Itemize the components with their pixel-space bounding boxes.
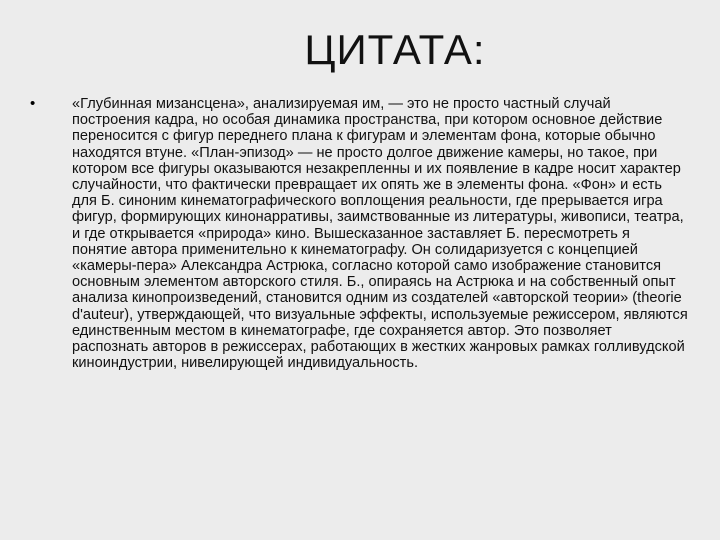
bullet-text: «Глубинная мизансцена», анализируемая им, — это не просто частный случай построения кадра, но особая динамика пространства, при котором основное действие переносится с фигур переднего плана к фигурам и элементам фона, которые обычно находятся втуне. «План-эпизод» — не просто долгое движение камеры, но такое, при котором все фигуры оказываются незакрепленны и их появление в кадре носит характер случайности, что фактически превращает их опять же в элементы фона. «Фон» и есть для Б. синоним кинематографического воплощения реальности, где прерывается игра фигур, формирующих кинонарративы, заимствованные из литературы, живописи, театра, и где открывается «природа» кино. Вышесказанное заставляет Б. пересмотреть я понятие автора применительно к кинематографу. Он солидаризуется с концепцией «камеры-пера» Александра Астрюка, согласно которой само изображение становится основным элементом авторского стиля. Б., опираясь на Астрюка и на собственный опыт анализа кинопроизведений, становится одним из создателей «авторской теории» (theorie d'auteur), утверждающей, что визуальные эффекты, используемые режиссером, являются единственным местом в кинематографе, где сохраняется автор. Это позволяет распознать авторов в режиссерах, работающих в жестких жанровых рамках голливудской киноиндустрии, нивелирующей индивидуальность. <box>72 96 688 372</box>
slide-title: ЦИТАТА: <box>304 26 486 73</box>
bullet-item <box>28 96 688 371</box>
bullet-marker: • <box>30 95 36 112</box>
bullet-list <box>28 96 688 371</box>
